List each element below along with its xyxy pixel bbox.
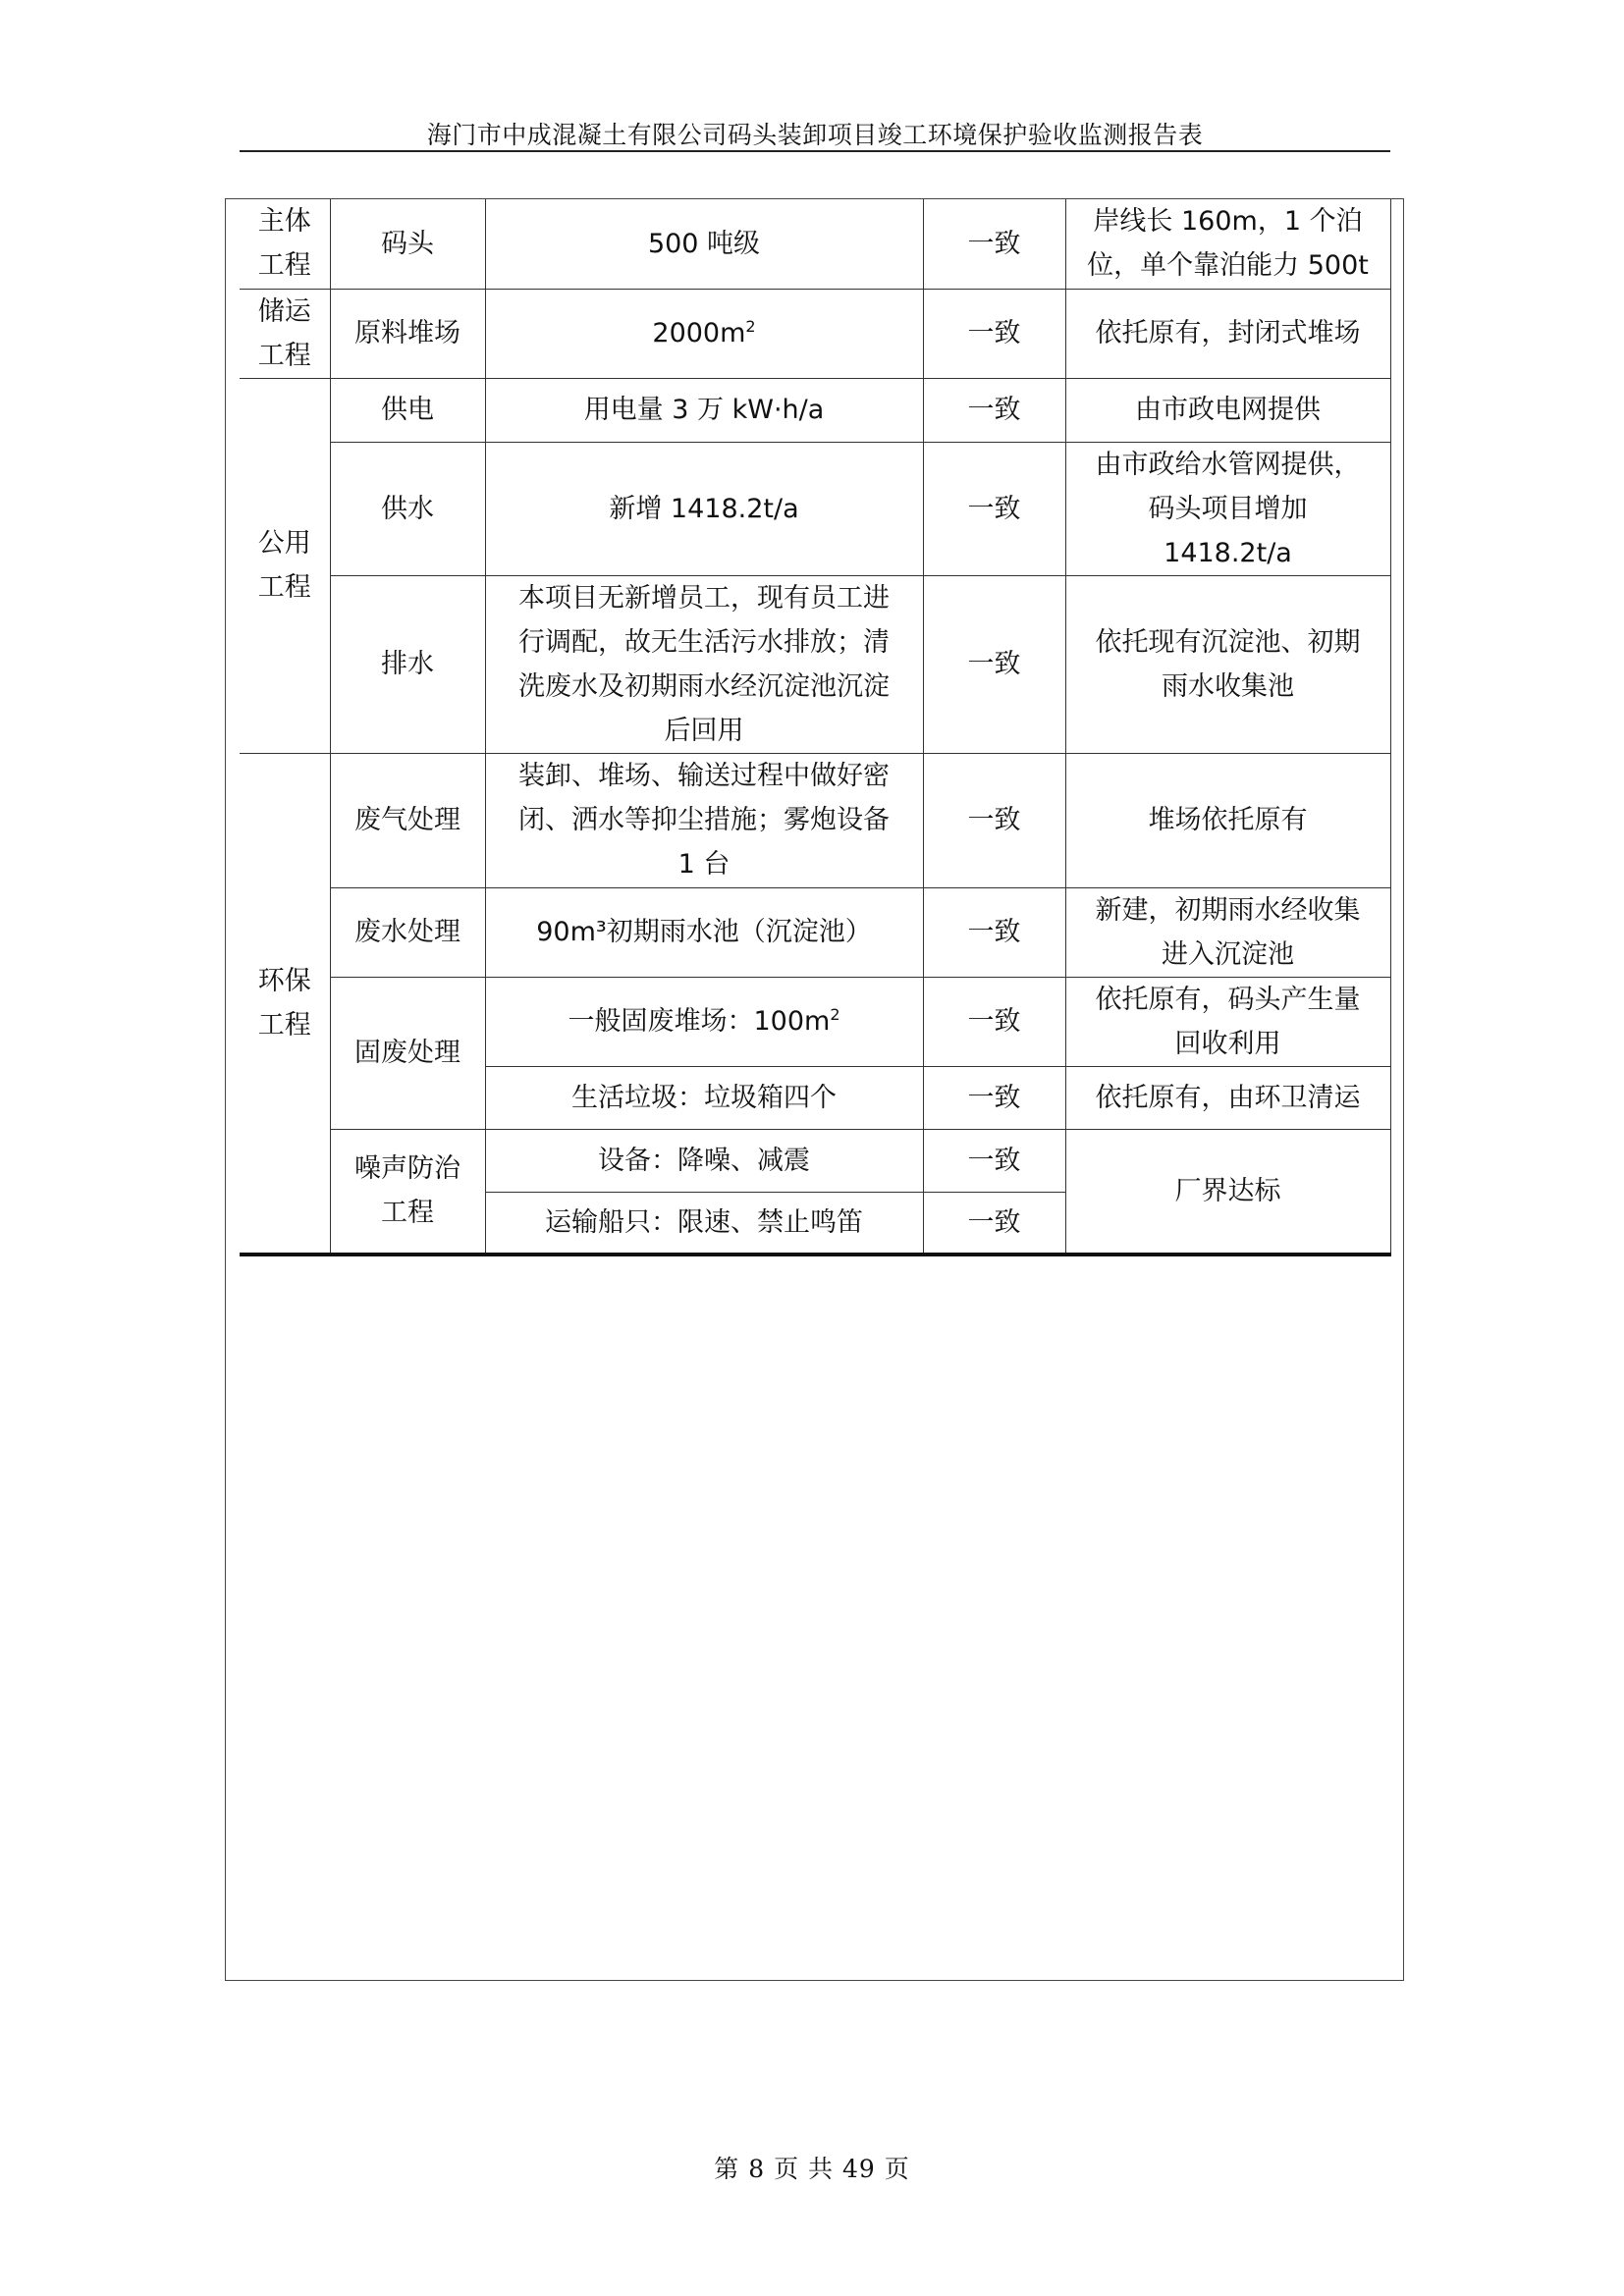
category-cell — [240, 753, 330, 1255]
status-text: 一致 — [967, 1206, 1021, 1238]
category-label: 公用 工程 — [257, 528, 311, 603]
content-text: 一般固废堆场：100m — [568, 1006, 831, 1037]
content-cell — [485, 1192, 923, 1255]
project-inventory-table — [240, 199, 1391, 1256]
category-label: 主体 工程 — [257, 206, 311, 282]
status-cell — [923, 1192, 1065, 1255]
content-text: 用电量 3 万 kW·h/a — [583, 395, 825, 425]
note-cell — [1065, 289, 1390, 378]
content-cell — [485, 977, 923, 1066]
note-text: 厂界达标 — [1174, 1175, 1281, 1206]
item-cell — [330, 378, 485, 442]
content-text: 本项目无新增员工，现有员工进 行调配，故无生活污水排放；清 洗废水及初期雨水经沉淀池沉淀 后回用 — [518, 582, 890, 746]
table-row — [240, 575, 1390, 753]
status-cell — [923, 289, 1065, 378]
status-text: 一致 — [967, 318, 1021, 348]
status-text: 一致 — [967, 917, 1021, 947]
note-text: 依托现有沉淀池、初期 雨水收集池 — [1095, 626, 1361, 702]
table-row — [240, 1129, 1390, 1192]
note-cell — [1065, 1066, 1390, 1129]
content-text: 2000m — [652, 318, 746, 348]
item-cell — [330, 442, 485, 575]
superscript: 2 — [830, 1005, 840, 1024]
content-cell — [485, 1129, 923, 1192]
content-text: 运输船只：限速、禁止鸣笛 — [545, 1206, 863, 1238]
item-label: 原料堆场 — [354, 318, 460, 348]
status-cell — [923, 199, 1065, 289]
item-cell — [330, 887, 485, 977]
status-text: 一致 — [967, 1145, 1021, 1176]
item-label: 固废处理 — [354, 1038, 460, 1068]
category-cell — [240, 199, 330, 289]
content-cell — [485, 753, 923, 887]
content-text: 90m³初期雨水池（沉淀池） — [536, 917, 872, 947]
note-text: 依托原有，封闭式堆场 — [1095, 318, 1361, 348]
content-text: 500 吨级 — [647, 228, 761, 259]
note-text: 新建，初期雨水经收集 进入沉淀池 — [1095, 894, 1361, 970]
item-label: 码头 — [381, 228, 434, 259]
content-text: 装卸、堆场、输送过程中做好密 闭、洒水等抑尘措施；雾炮设备 1 台 — [518, 761, 890, 880]
table-row — [240, 289, 1390, 378]
status-text: 一致 — [967, 805, 1021, 835]
item-cell — [330, 199, 485, 289]
note-cell — [1065, 199, 1390, 289]
item-label: 排水 — [381, 649, 434, 679]
note-cell — [1065, 887, 1390, 977]
note-cell — [1065, 378, 1390, 442]
category-cell — [240, 378, 330, 753]
table-row — [240, 977, 1390, 1066]
note-cell — [1065, 575, 1390, 753]
status-cell — [923, 753, 1065, 887]
table-row — [240, 753, 1390, 887]
category-cell — [240, 289, 330, 378]
status-text: 一致 — [967, 395, 1021, 425]
content-cell — [485, 1066, 923, 1129]
status-text: 一致 — [967, 228, 1021, 259]
item-label: 供水 — [381, 493, 434, 524]
note-text: 依托原有，码头产生量 回收利用 — [1095, 984, 1361, 1059]
status-cell — [923, 1066, 1065, 1129]
note-text: 岸线长 160m，1 个泊 位，单个靠泊能力 500t — [1087, 206, 1369, 282]
item-cell — [330, 1129, 485, 1255]
note-text: 由市政电网提供 — [1135, 395, 1321, 425]
table-row — [240, 378, 1390, 442]
content-cell — [485, 199, 923, 289]
status-cell — [923, 977, 1065, 1066]
note-cell — [1065, 753, 1390, 887]
status-cell — [923, 378, 1065, 442]
document-header-title: 海门市中成混凝土有限公司码头装卸项目竣工环境保护验收监测报告表 — [426, 121, 1204, 149]
note-text: 由市政给水管网提供， 码头项目增加 1418.2t/a — [1095, 449, 1361, 568]
note-cell — [1065, 442, 1390, 575]
status-text: 一致 — [967, 1082, 1021, 1113]
note-text: 堆场依托原有 — [1148, 805, 1308, 835]
item-label: 废水处理 — [354, 917, 460, 947]
status-text: 一致 — [967, 649, 1021, 679]
status-cell — [923, 442, 1065, 575]
content-cell — [485, 442, 923, 575]
content-cell — [485, 575, 923, 753]
item-cell — [330, 289, 485, 378]
note-cell — [1065, 1129, 1390, 1255]
content-text: 设备：降噪、减震 — [598, 1145, 810, 1176]
item-cell — [330, 575, 485, 753]
category-label: 储运 工程 — [257, 295, 311, 371]
item-label: 噪声防治 工程 — [354, 1153, 460, 1229]
table-row — [240, 887, 1390, 977]
note-text: 依托原有，由环卫清运 — [1095, 1082, 1361, 1113]
content-text: 新增 1418.2t/a — [609, 493, 799, 524]
item-cell — [330, 753, 485, 887]
item-label: 供电 — [381, 395, 434, 425]
status-cell — [923, 1129, 1065, 1192]
content-text: 生活垃圾：垃圾箱四个 — [571, 1082, 837, 1113]
note-cell — [1065, 977, 1390, 1066]
content-cell — [485, 378, 923, 442]
item-label: 废气处理 — [354, 805, 460, 835]
content-cell — [485, 887, 923, 977]
table-row — [240, 442, 1390, 575]
status-cell — [923, 575, 1065, 753]
superscript: 2 — [745, 317, 756, 336]
item-cell — [330, 977, 485, 1129]
page-number: 第 8 页 共 49 页 — [714, 2155, 910, 2183]
status-text: 一致 — [967, 1006, 1021, 1037]
status-text: 一致 — [967, 493, 1021, 524]
table-row — [240, 199, 1390, 289]
content-cell — [485, 289, 923, 378]
status-cell — [923, 887, 1065, 977]
category-label: 环保 工程 — [257, 965, 311, 1041]
header-rule — [240, 150, 1390, 152]
